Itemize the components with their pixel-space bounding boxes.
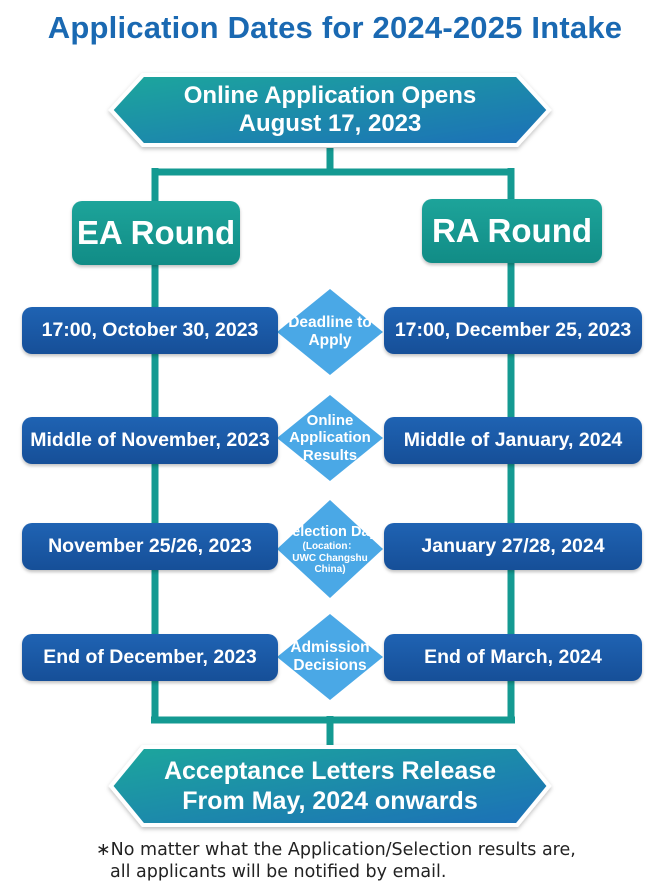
ra-results-date: Middle of January, 2024: [384, 417, 642, 464]
ra-admission-date: End of March, 2024: [384, 634, 642, 681]
bottom-banner: [140, 749, 520, 823]
page-title: Application Dates for 2024-2025 Intake: [47, 10, 623, 45]
ea-deadline-date: 17:00, October 30, 2023: [22, 307, 278, 354]
bottom-banner-line2: From May, 2024 onwards: [182, 787, 478, 815]
top-banner-line2: August 17, 2023: [238, 110, 422, 137]
top-banner-line1: Online Application Opens: [183, 81, 477, 109]
footnote: [96, 840, 636, 884]
ea-admission-date: End of December, 2023: [22, 634, 278, 681]
online-results-label: Online Application Results: [289, 412, 371, 464]
ra-deadline-date: 17:00, December 25, 2023: [384, 307, 642, 354]
footnote-line2: all applicants will be notified by email.: [110, 861, 447, 882]
top-banner: [140, 76, 520, 144]
ra-round-box: [422, 199, 602, 263]
ea-round-label: EA Round: [76, 214, 236, 251]
ea-selection-date: November 25/26, 2023: [22, 523, 278, 570]
ea-results-date: Middle of November, 2023: [22, 417, 278, 464]
ra-round-label: RA Round: [431, 212, 593, 249]
ea-round-box: [72, 201, 240, 265]
ra-selection-date: January 27/28, 2024: [384, 523, 642, 570]
admission-decisions-label: Admission Decisions: [290, 639, 370, 674]
selection-day-label: Selection Day (Location： UWC Changshu China): [282, 524, 378, 576]
footnote-mark: ∗: [96, 840, 111, 860]
deadline-label: Deadline to Apply: [288, 314, 372, 349]
footnote-line1: No matter what the Application/Selection results are,: [110, 840, 576, 860]
bottom-banner-line1: Acceptance Letters Release: [163, 757, 497, 785]
